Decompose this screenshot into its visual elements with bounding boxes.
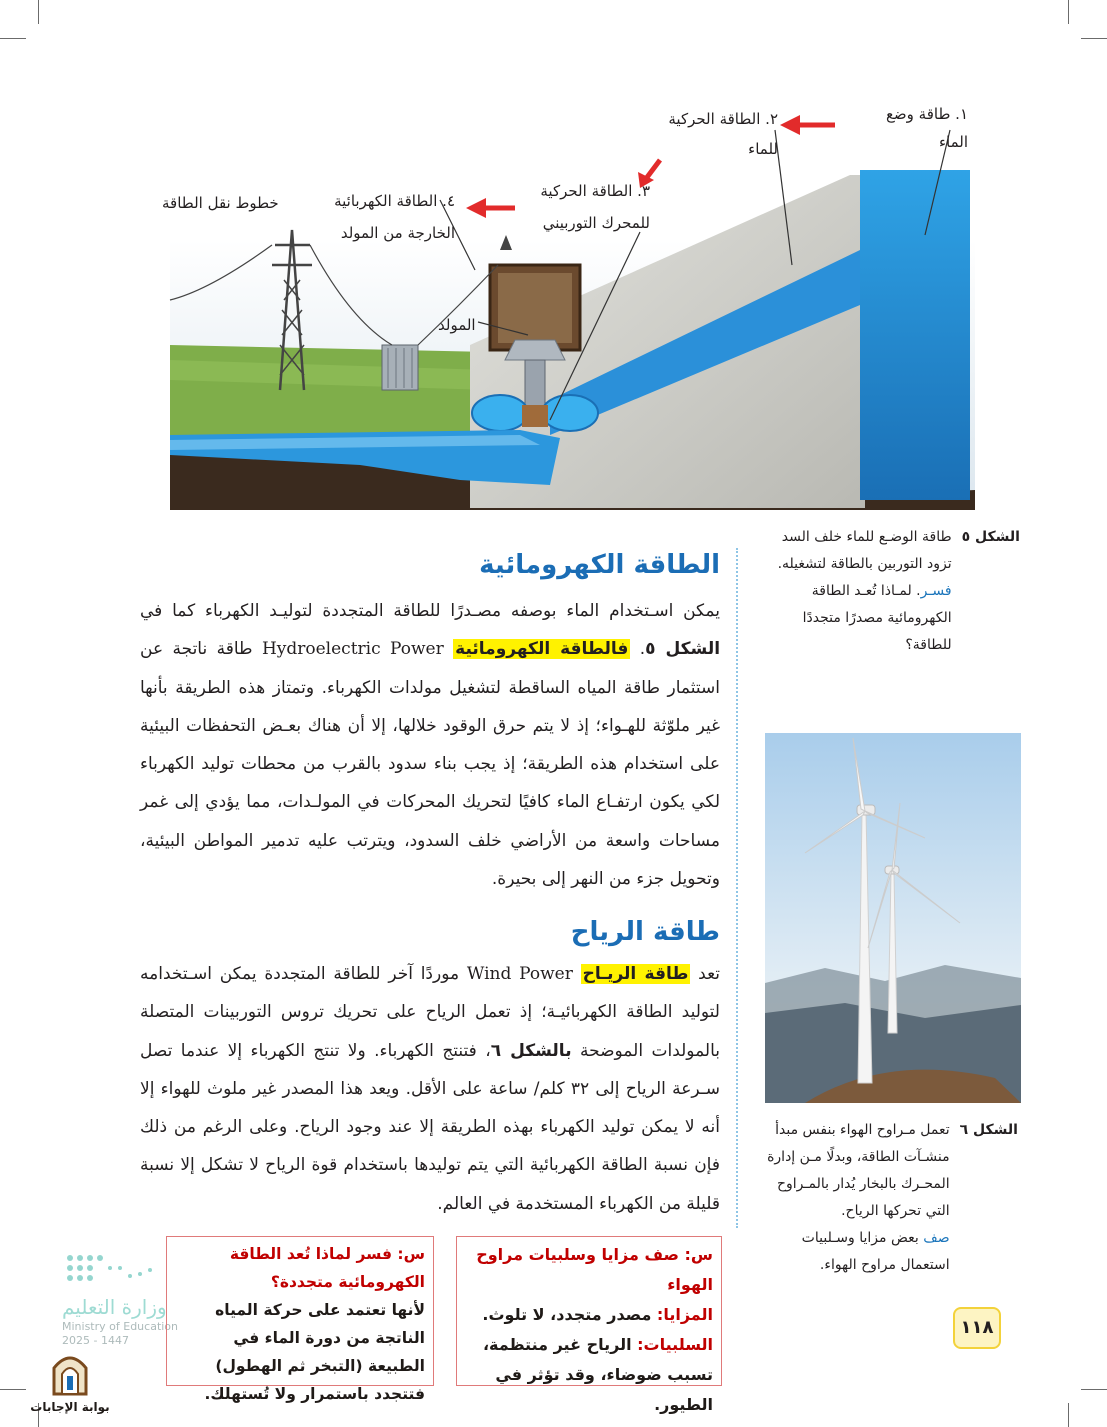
figure-6-question: بعض مزايا وسـلبيات استعمال مراوح الهواء. <box>801 1230 950 1273</box>
answer-box-1-question: س: فسر لماذا تُعد الطاقة الكهرومائية متجددة؟ <box>229 1245 425 1291</box>
crop-mark <box>1068 1403 1069 1427</box>
crop-mark <box>0 1389 26 1390</box>
paragraph-hydroelectric <box>140 592 720 897</box>
dam-illustration <box>160 90 975 510</box>
answer-box-2-pros: مصدر متجدد، لا تلوث. <box>482 1305 657 1324</box>
hydro-text-1: يمكن اسـتخدام الماء بوصفه مصـدرًا للطاقة المتجددة لتوليـد الكهرباء كما في <box>140 601 720 621</box>
figure-5-text: طاقة الوضـع للماء خلف السد تزود التوربين بالطاقة لتشغيله. <box>777 529 952 572</box>
section-heading-wind: طاقة الرياح <box>570 917 720 947</box>
hydro-term-english: Hydroelectric Power <box>261 639 444 660</box>
column-divider <box>736 548 738 1228</box>
figure-5-question: . لمـاذا تُعـد الطاقة الكهرومائية مصدرًا متجددًا للطاقة؟ <box>802 583 952 653</box>
label-generator: المولد <box>438 316 476 334</box>
label-power-lines: خطوط نقل الطاقة <box>162 194 279 212</box>
ministry-name-english: Ministry of Education <box>62 1320 179 1333</box>
figure-6-label: الشكل ٦ <box>959 1122 1018 1138</box>
answer-box-1-answer: لأنها تعتمد على حركة المياه الناتجة من دورة الماء في الطبيعة (التبخر ثم الهطول) فتتجدد باستمرار ولا تُستهلك. <box>204 1301 425 1403</box>
label-potential-energy: ١. طاقة وضع الماء <box>885 105 968 151</box>
label-kinetic-turbine: ٣. الطاقة الحركية للمحرك التوربيني <box>540 182 650 232</box>
site-logo <box>30 1348 110 1414</box>
wind-term: طاقة الريـاح <box>582 964 689 984</box>
site-logo-mosque-icon <box>48 1348 92 1396</box>
wind-term-english: Wind Power <box>466 964 573 984</box>
ministry-watermark <box>62 1250 182 1348</box>
answer-box-2-question: س: صف مزايا وسلبيات مراوح الهواء <box>476 1245 713 1294</box>
paragraph-wind <box>140 955 720 1225</box>
wind-text-1: تعد <box>690 964 721 984</box>
crop-mark <box>1081 38 1107 39</box>
figure-5-question-keyword: فسـر <box>920 583 952 599</box>
crop-mark <box>0 38 26 39</box>
label-kinetic-water: ٢. الطاقة الحركية للماء <box>668 110 778 158</box>
figure-6-question-keyword: صف <box>923 1230 950 1246</box>
answer-box-2-pros-label: المزايا: <box>656 1305 713 1324</box>
figure-5-label: الشكل ٥ <box>961 529 1020 545</box>
section-heading-hydroelectric: الطاقة الكهرومائية <box>479 550 720 580</box>
ministry-year: 2025 - 1447 <box>62 1334 129 1347</box>
figure-5-caption <box>765 524 1020 659</box>
figure-6-text: تعمل مـراوح الهواء بنفس مبدأ منشـآت الطاقة، وبدلًا مـن إدارة المحـرك بالبخار يُدار بالمـراوح التي تحركها الرياح. <box>767 1122 950 1219</box>
hydro-text-3: طاقة ناتجة عن استثمار طاقة المياه الساقطة لتشغيل مولدات الكهرباء. وتمتاز هذه الطريقة بأنها غير ملوّثة للهـواء؛ إذ لا يتم حرق الوقود خلالها، إلا أن هناك بعـض التحفظات البيئية على استخدام هذه الطريقة؛ إذ يجب بناء سدود بالقرب من محطات توليد الكهرباء لكي يكون ارتفـاع الماء كافيًا لتحريك المحركات في المولـدات، مما يؤدي إلى غمر مساحات واسعة من الأراضي خلف السدود، ويترتب عليه تدمير المواطن البيئية، وتحويل جزء من النهر إلى بحيرة. <box>140 639 720 890</box>
hydro-text-2: . <box>630 639 646 660</box>
crop-mark <box>38 0 39 24</box>
hydroelectric-diagram <box>160 90 975 510</box>
hydro-figure-ref: الشكل ٥ <box>645 639 721 660</box>
wind-figure-ref: بالشكل ٦ <box>490 1040 572 1061</box>
figure-6-caption <box>760 1117 1018 1279</box>
wind-text-3: ، فتنتج الكهرباء. ولا تنتج الكهرباء إلا عندما تصل سـرعة الرياح إلى ٣٢ كلم/ ساعة على الأقل. ويعد هذا المصدر غير ملوث للهواء إلا أنه لا يمكن توليد الكهرباء بهذه الطريقة إلا عند وجود الرياح. وعلى الرغم من ذلك فإن نسبة الطاقة الكهربائية التي يتم توليدها باستخدام قوة الرياح لا تشكل إلا نسبة قليلة من الكهرباء المستخدمة في العالم. <box>140 1040 720 1214</box>
hydro-term: فالطاقة الكهرومائية <box>455 639 629 660</box>
answer-box-2-cons: الرياح غير منتظمة، تسبب ضوضاء، وقد تؤثر في الطيور. <box>482 1335 713 1414</box>
answer-box-2-cons-label: السلبيات: <box>637 1335 713 1354</box>
answer-box-wind <box>456 1236 722 1414</box>
page-number: ١١٨ <box>953 1307 1001 1349</box>
wind-turbines-photo <box>765 733 1021 1103</box>
wind-text-2: موردًا آخر للطاقة المتجددة يمكن اسـتخدامه لتوليد الطاقة الكهربائيـة؛ إذ تعمل الرياح على تحريك تروس التوربينات المتصلة بالمولدات الموضحة <box>140 964 720 1061</box>
ministry-name-arabic: وزارة التعليم <box>62 1295 167 1319</box>
crop-mark <box>1081 1389 1107 1390</box>
label-electric-output: ٤. الطاقة الكهربائية الخارجة من المولد <box>334 192 455 242</box>
crop-mark <box>1068 0 1069 24</box>
ministry-logo-dots-icon <box>62 1250 172 1290</box>
answer-box-hydroelectric <box>166 1236 434 1403</box>
site-name: بوابة الإجابات <box>30 1400 110 1414</box>
wind-turbine-illustration <box>765 733 1021 1103</box>
